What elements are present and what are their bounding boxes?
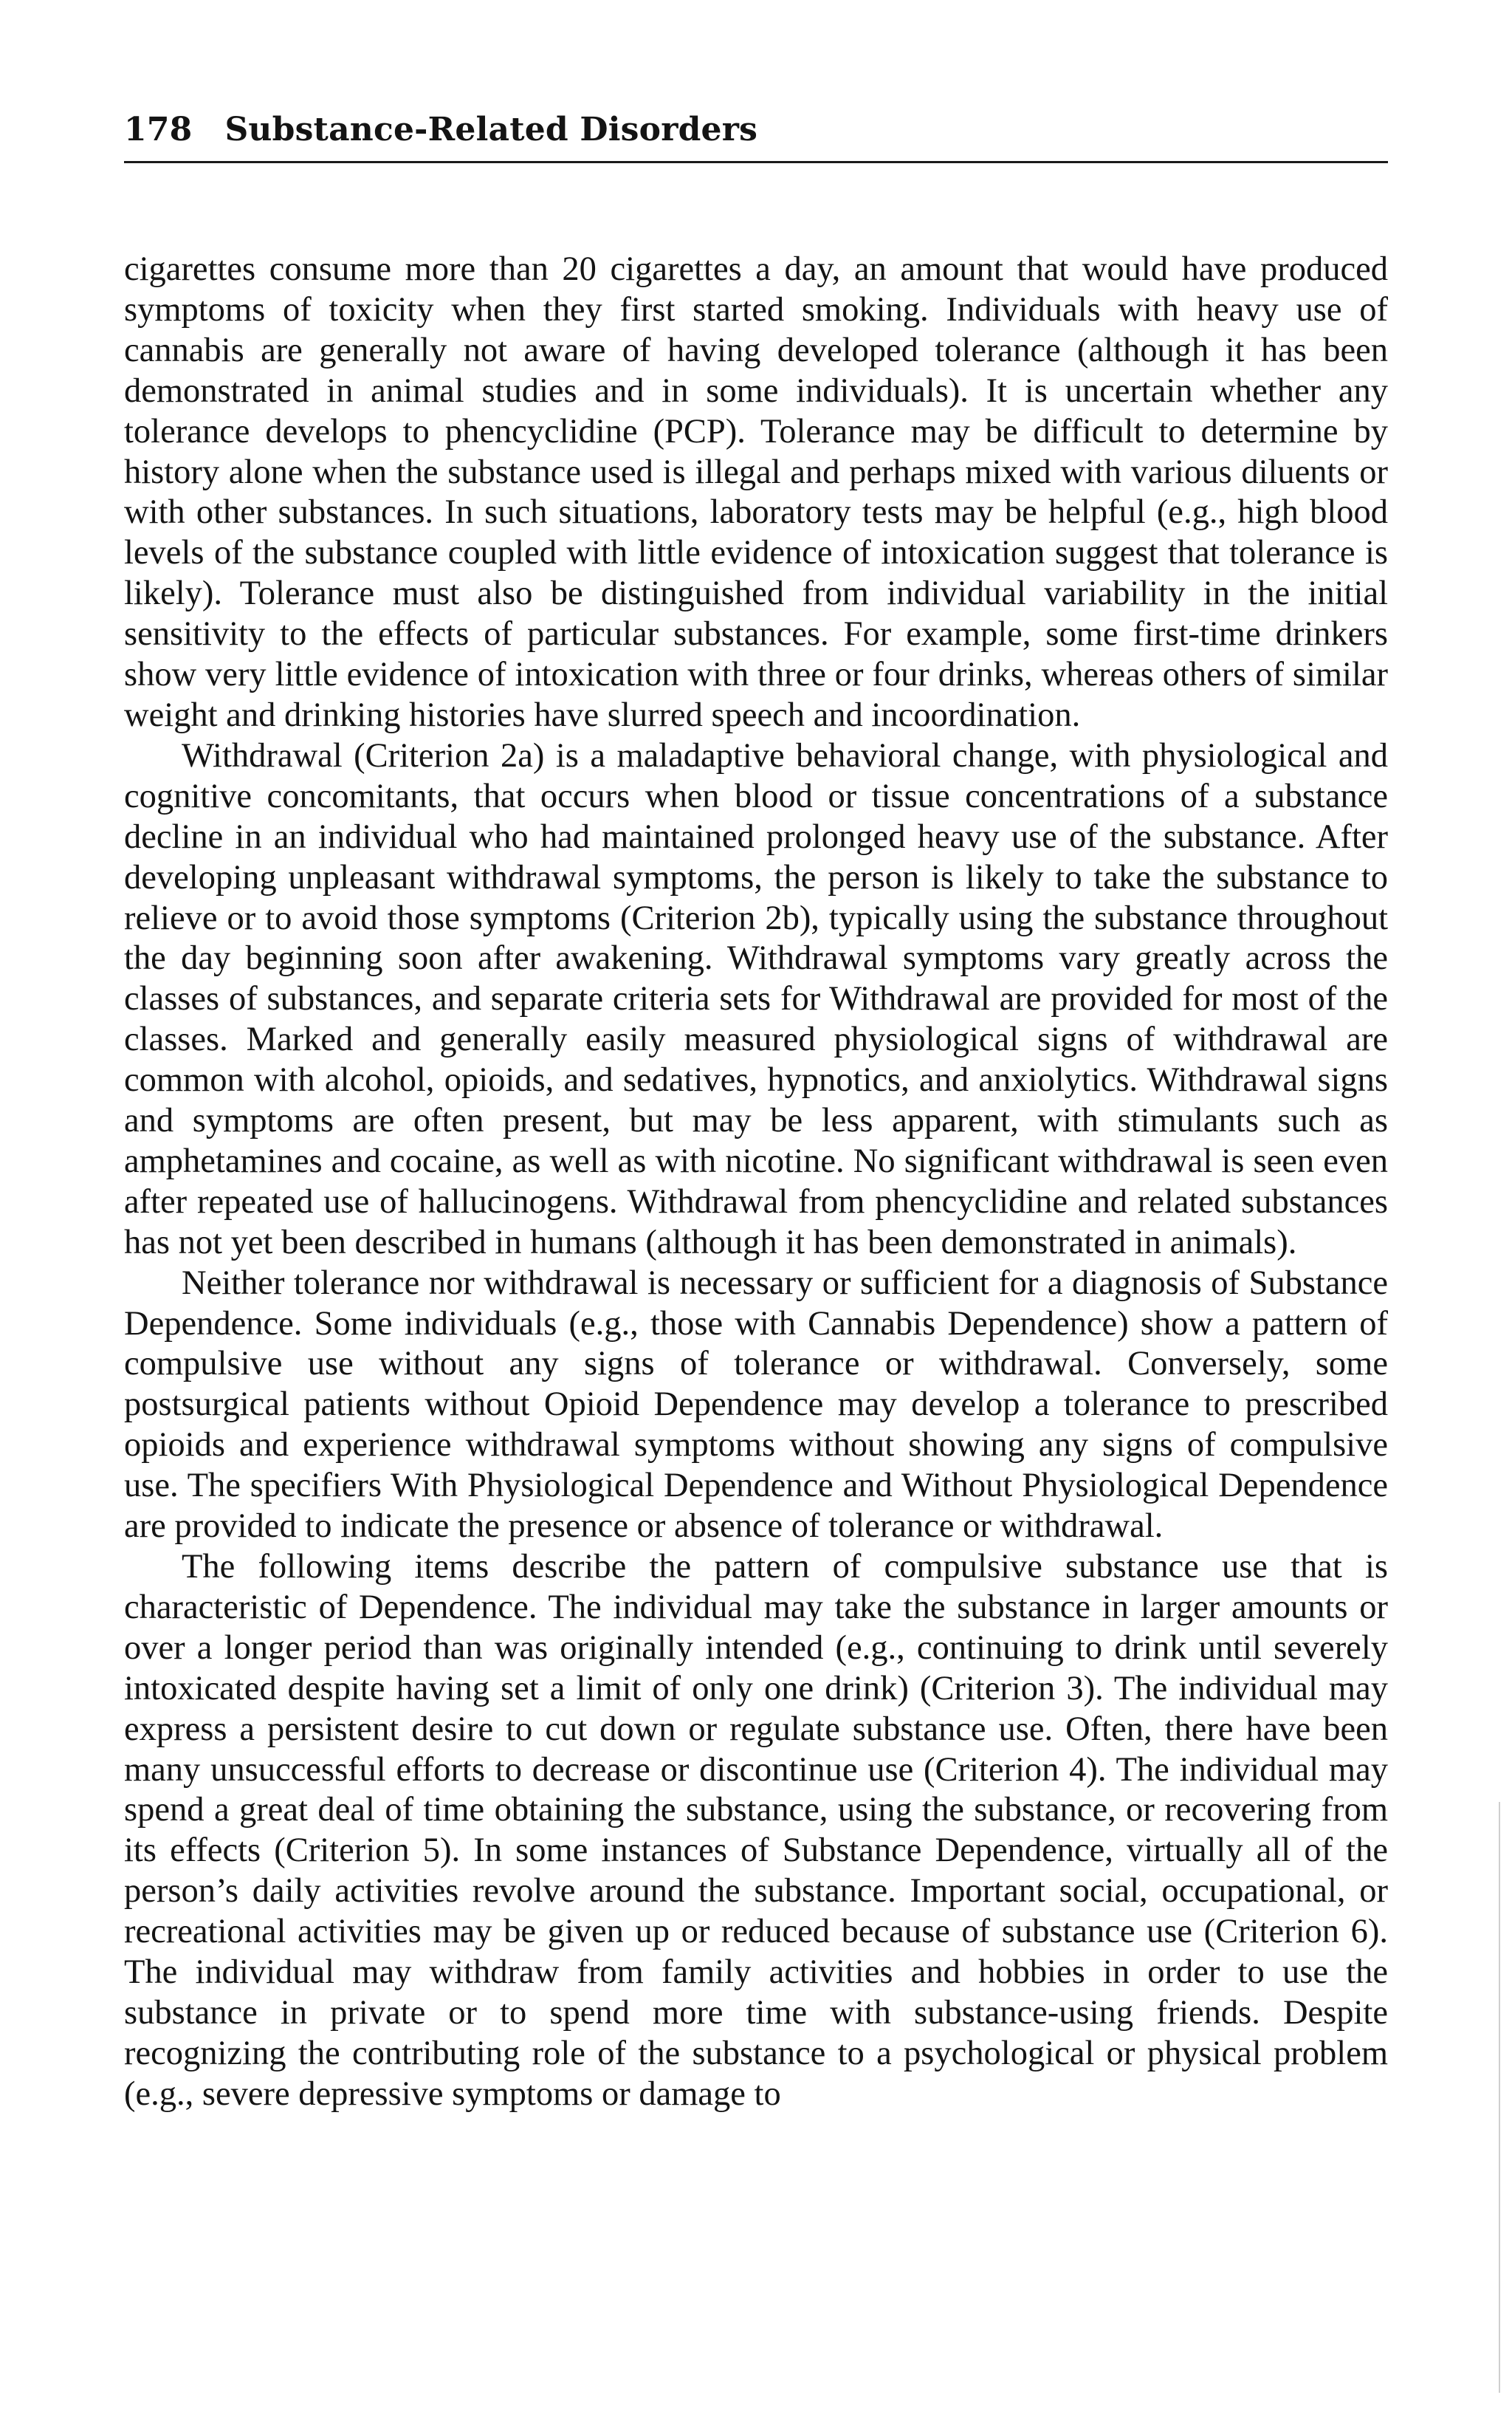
paragraph-compulsive-use: The following items describe the pattern of compulsive substance use that is characteristic of Dependence. The individual may take the substance in larger amounts or over a longer period than was originally intended (e.g., continuing to drink until severely intoxicated despite having set a limit of only one drink) (Criterion 3). The individual may express a persistent desire to cut down or regulate substance use. Often, there have been many unsuccessful efforts to decrease or discontinue use (Criterion 4). The individual may spend a great deal of time obtaining the substance, using the substance, or recovering from its effects (Criterion 5). In some instances of Substance Dependence, virtually all of the person’s daily activities revolve around the substance. Important social, occupational, or recreational activities may be given up or reduced because of substance use (Criterion 6). The individual may withdraw from family activities and hobbies in order to use the substance in private or to spend more time with substance-using friends. Despite recognizing the contributing role of the substance to a psychological or physical problem (e.g., severe depressive symptoms or damage to — [124, 1548, 1388, 2113]
running-title: Substance-Related Disorders — [224, 111, 758, 148]
header-rule — [124, 161, 1388, 163]
body-text — [124, 250, 1388, 2115]
paragraph-neither-tolerance: Neither tolerance nor withdrawal is necessary or sufficient for a diagnosis of Substance Dependence. Some individuals (e.g., those with Cannabis Dependence) show a pattern of compulsive use without any signs of tolerance or withdrawal. Conversely, some postsurgical patients without Opioid Dependence may develop a tolerance to prescribed opioids and experience withdrawal symptoms without showing any signs of compulsive use. The specifiers With Physiological Dependence and Without Physiological Dependence are provided to indicate the presence or absence of tolerance or withdrawal. — [124, 1264, 1388, 1546]
scan-edge-line — [1499, 1802, 1500, 2393]
page-number: 178 — [124, 111, 193, 148]
paragraph-tolerance-continued: cigarettes consume more than 20 cigarettes a day, an amount that would have produced symptoms of toxicity when they first started smoking. Individuals with heavy use of cannabis are generally not aware of having developed tolerance (although it has been demonstrated in animal studies and in some individuals). It is uncertain whether any tolerance develops to phencyclidine (PCP). Tolerance may be difficult to determine by history alone when the substance used is illegal and perhaps mixed with various diluents or with other substances. In such situations, laboratory tests may be helpful (e.g., high blood levels of the substance coupled with little evidence of intoxication suggest that tolerance is likely). Tolerance must also be distinguished from individual variability in the initial sensitivity to the effects of particular substances. For example, some first-time drinkers show very little evidence of intoxication with three or four drinks, whereas others of similar weight and drinking histories have slurred speech and incoordination. — [124, 250, 1388, 734]
paragraph-withdrawal: Withdrawal (Criterion 2a) is a maladaptive behavioral change, with physiological and cognitive concomitants, that occurs when blood or tissue concentrations of a substance decline in an individual who had maintained prolonged heavy use of the substance. After developing unpleasant withdrawal symptoms, the person is likely to take the substance to relieve or to avoid those symptoms (Criterion 2b), typically using the substance throughout the day beginning soon after awakening. Withdrawal symptoms vary greatly across the classes of substances, and separate criteria sets for Withdrawal are provided for most of the classes. Marked and generally easily measured physiological signs of withdrawal are common with alcohol, opioids, and sedatives, hypnotics, and anxiolytics. Withdrawal signs and symptoms are often present, but may be less apparent, with stimulants such as amphetamines and cocaine, as well as with nicotine. No significant withdrawal is seen even after repeated use of hallucinogens. Withdrawal from phencyclidine and related substances has not yet been described in humans (although it has been demonstrated in animals). — [124, 736, 1388, 1261]
running-head — [124, 111, 1379, 162]
